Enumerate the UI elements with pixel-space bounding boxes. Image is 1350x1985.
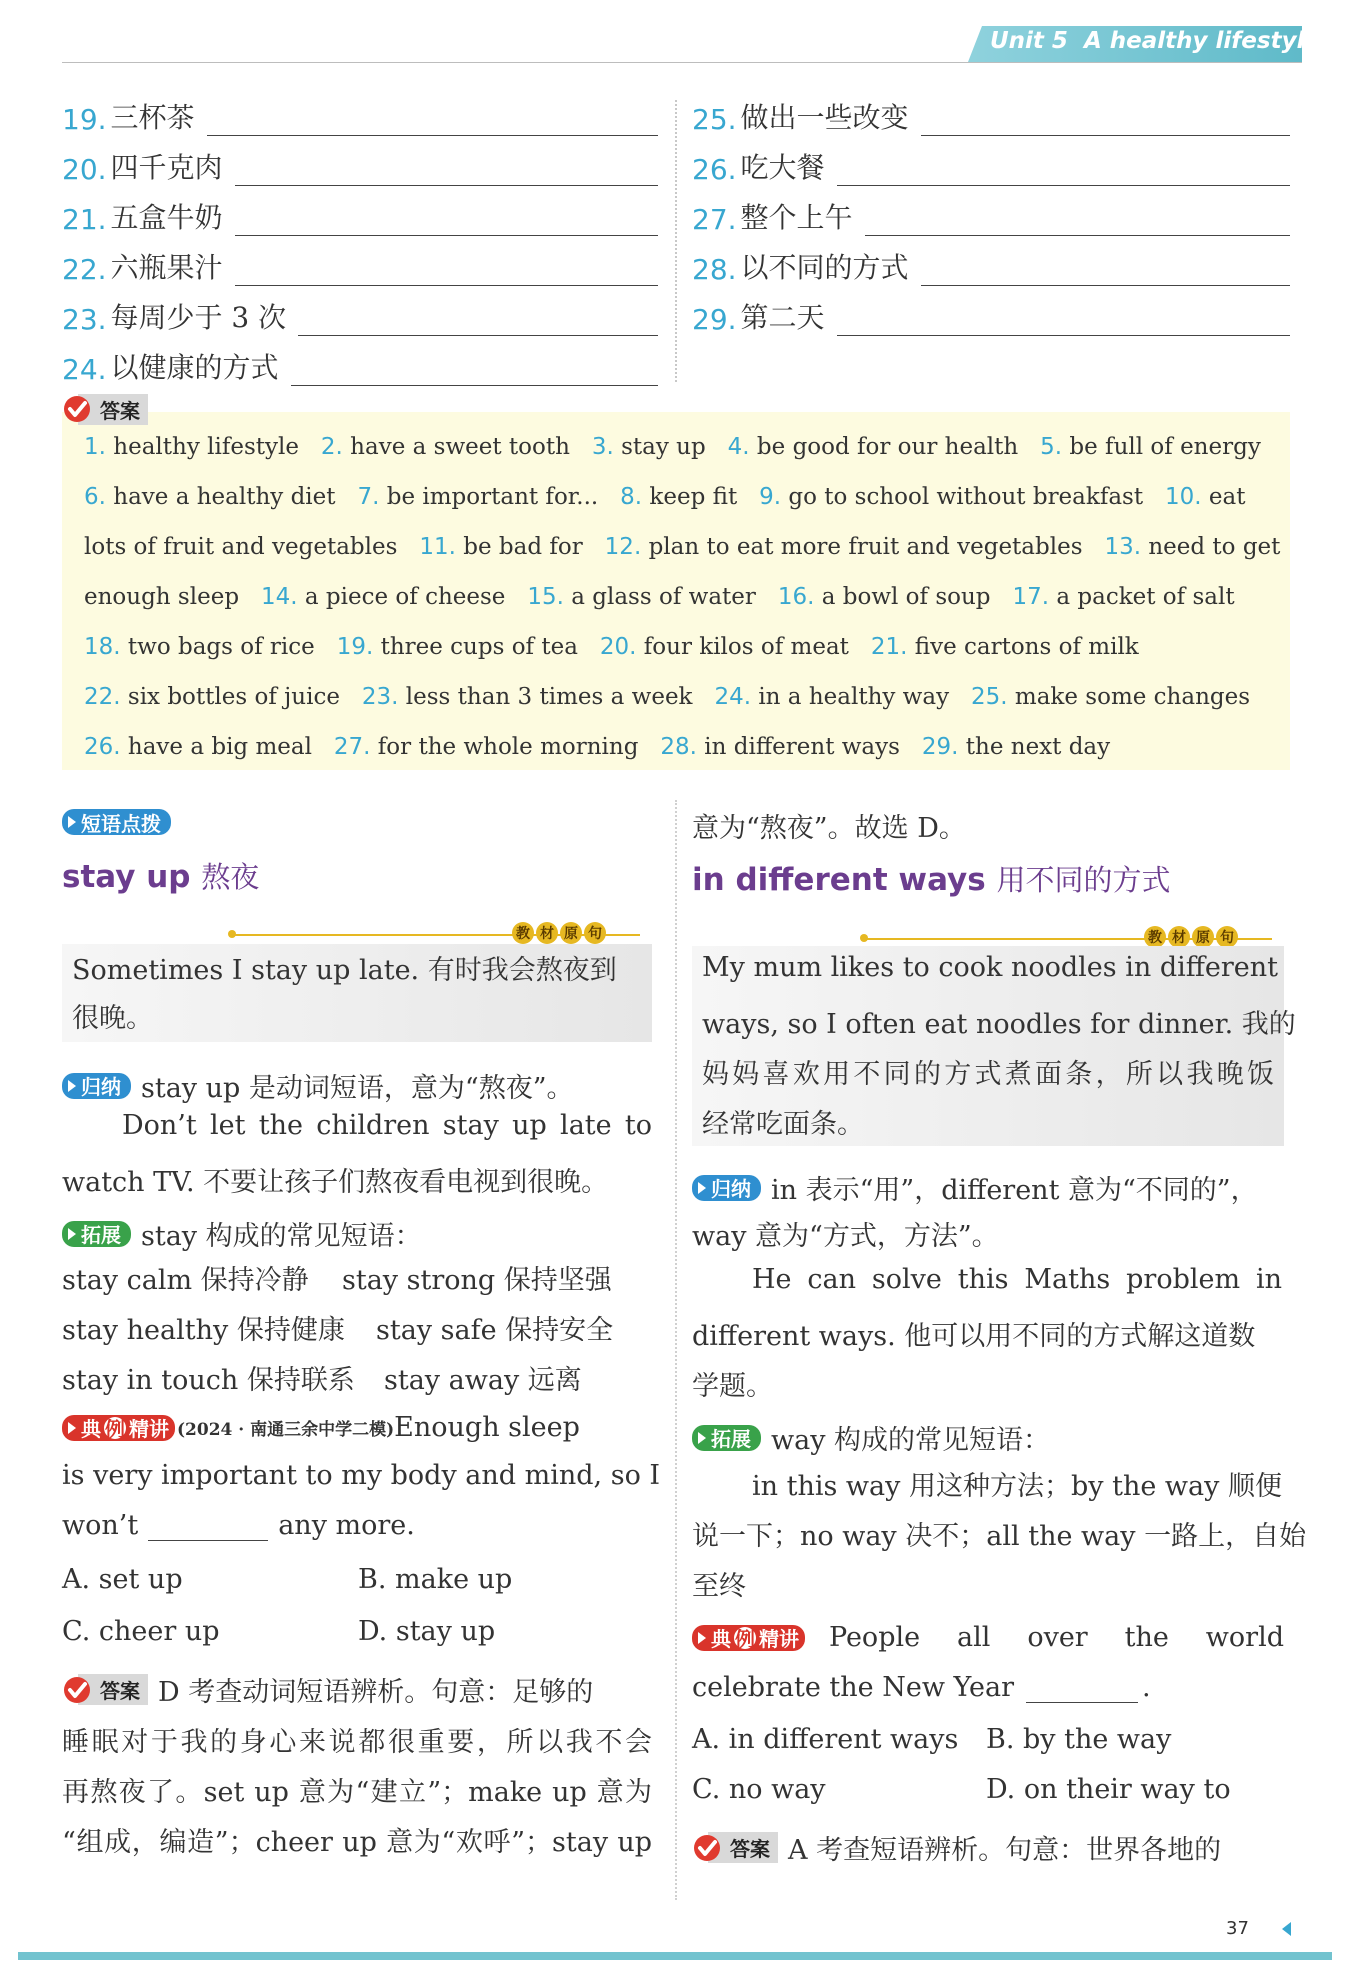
play-icon xyxy=(698,1432,706,1444)
unit-title xyxy=(990,28,1320,54)
exercise-item xyxy=(692,246,1290,286)
page-arrow-icon xyxy=(1282,1922,1291,1936)
check-icon xyxy=(62,394,92,424)
exam-question-blank-line: celebrate the New Year . xyxy=(692,1672,1151,1703)
exercise-prompt: 整个上午 xyxy=(740,201,853,234)
source-dot xyxy=(228,930,236,938)
heading-chinese: 用不同的方式 xyxy=(996,863,1171,897)
option-a[interactable]: A. in different ways xyxy=(692,1724,959,1755)
exercise-item xyxy=(692,296,1290,336)
exercise-prompt: 三杯茶 xyxy=(110,101,195,134)
answer-blank[interactable] xyxy=(235,205,658,236)
exam-question: People all over the world xyxy=(829,1622,1284,1653)
exercise-prompt: 以不同的方式 xyxy=(740,251,909,284)
source-tag: 教 材 原 句 xyxy=(512,922,606,944)
answer-explanation: A 考查短语辨析。句意：世界各地的 xyxy=(788,1835,1222,1866)
option-c[interactable]: C. no way xyxy=(692,1774,826,1805)
phrase-item: in this way 用这种方法；by the way 顺便 xyxy=(752,1471,1282,1502)
answer-blank[interactable] xyxy=(298,305,658,336)
play-icon xyxy=(68,1080,76,1092)
exam-example-row xyxy=(692,1622,1284,1653)
section-heading xyxy=(62,855,259,896)
exercise-item xyxy=(62,346,658,386)
summary-label: 归纳 xyxy=(62,1073,131,1099)
extension-row xyxy=(62,1214,422,1253)
exam-source: (2024 · 南通三余中学二模) xyxy=(177,1420,395,1440)
exam-question: Enough sleep xyxy=(394,1412,580,1443)
phrase-item: stay healthy 保持健康 xyxy=(62,1315,345,1346)
example-sentence: watch TV. 不要让孩子们熬夜看电视到很晚。 xyxy=(62,1167,609,1198)
answer-blank[interactable] xyxy=(235,155,658,186)
answer-line: lots of fruit and vegetables 11. be bad for 12. plan to eat more fruit and vegetables 13. need to get xyxy=(84,534,1281,560)
exercise-number: 27. xyxy=(692,203,737,236)
answer-blank[interactable] xyxy=(865,205,1290,236)
answer-blank[interactable] xyxy=(921,255,1290,286)
summary-row xyxy=(692,1168,1258,1207)
section-heading xyxy=(692,858,1171,899)
answer-line: 18. two bags of rice 19. three cups of tea 20. four kilos of meat 21. five cartons of milk xyxy=(84,634,1139,660)
option-a[interactable]: A. set up xyxy=(62,1564,183,1595)
play-icon xyxy=(68,1228,76,1240)
source-tag: 教 材 原 句 xyxy=(1144,926,1238,948)
exercise-number: 21. xyxy=(62,203,107,236)
exercise-prompt: 每周少于 3 次 xyxy=(110,301,287,334)
unit-name: A healthy lifestyle xyxy=(1083,28,1321,54)
play-icon xyxy=(698,1632,706,1644)
exercise-item xyxy=(62,296,658,336)
exam-answer-row xyxy=(692,1828,1221,1867)
answer-explanation: 睡眠对于我的身心来说都很重要，所以我不会 xyxy=(62,1727,652,1758)
heading-chinese: 熬夜 xyxy=(201,860,260,894)
exercise-item xyxy=(62,246,658,286)
exam-example-label: 典 例 精讲 xyxy=(62,1415,175,1441)
example-sentence: different ways. 他可以用不同的方式解这道数 xyxy=(692,1321,1256,1352)
answer-line: enough sleep 14. a piece of cheese 15. a glass of water 16. a bowl of soup 17. a packet of salt xyxy=(84,584,1235,610)
answer-explanation: D 考查动词短语辨析。句意：足够的 xyxy=(158,1677,594,1708)
unit-number: Unit 5 xyxy=(990,28,1068,54)
answer-blank[interactable] xyxy=(291,355,658,386)
phrase-item: 至终 xyxy=(692,1571,746,1602)
example-sentence: 学题。 xyxy=(692,1371,773,1402)
exercise-number: 19. xyxy=(62,103,107,136)
exercise-item xyxy=(62,196,658,236)
answer-label: 答案 xyxy=(708,1832,778,1863)
source-sentence: 很晚。 xyxy=(72,1003,153,1034)
answer-line: 26. have a big meal 27. for the whole morning 28. in different ways 29. the next day xyxy=(84,734,1111,760)
exercise-item xyxy=(692,146,1290,186)
source-sentence: Sometimes I stay up late. 有时我会熬夜到 xyxy=(72,955,617,986)
source-dot xyxy=(860,934,868,942)
exercise-prompt: 四千克肉 xyxy=(110,151,223,184)
option-b[interactable]: B. by the way xyxy=(986,1724,1172,1755)
exam-example-row xyxy=(62,1412,580,1443)
extension-label: 拓展 xyxy=(692,1425,761,1451)
exercise-number: 23. xyxy=(62,303,107,336)
answer-badge xyxy=(62,395,148,423)
phrase-item: stay calm 保持冷静 xyxy=(62,1265,309,1296)
check-icon xyxy=(692,1833,722,1863)
answer-blank[interactable] xyxy=(235,255,658,286)
summary-text: in 表示“用”，different 意为“不同的”， xyxy=(771,1175,1258,1206)
answer-line: 22. six bottles of juice 23. less than 3 times a week 24. in a healthy way 25. make some changes xyxy=(84,684,1251,710)
exercise-number: 24. xyxy=(62,353,107,386)
exercise-item xyxy=(692,96,1290,136)
play-icon xyxy=(68,816,76,828)
play-icon xyxy=(698,1182,706,1194)
exercise-item xyxy=(692,196,1290,236)
extension-label: 拓展 xyxy=(62,1221,131,1247)
column-divider xyxy=(675,800,677,1900)
exercise-item xyxy=(62,96,658,136)
source-sentence: 妈妈喜欢用不同的方式煮面条，所以我晚饭 xyxy=(702,1059,1274,1090)
exercise-number: 25. xyxy=(692,103,737,136)
exercise-number: 28. xyxy=(692,253,737,286)
option-c[interactable]: C. cheer up xyxy=(62,1616,220,1647)
phrase-item: stay strong 保持坚强 xyxy=(342,1265,612,1296)
exercise-prompt: 第二天 xyxy=(740,301,825,334)
exercise-item xyxy=(62,146,658,186)
option-b[interactable]: B. make up xyxy=(358,1564,513,1595)
source-sentence: 经常吃面条。 xyxy=(702,1109,864,1140)
phrase-tips-label: 短语点拨 xyxy=(62,809,171,835)
source-sentence: ways, so I often eat noodles for dinner. 我的 xyxy=(702,1009,1296,1040)
source-sentence: My mum likes to cook noodles in different xyxy=(702,952,1279,983)
check-icon xyxy=(62,1675,92,1705)
exercise-prompt: 吃大餐 xyxy=(740,151,825,184)
exercise-prompt: 六瓶果汁 xyxy=(110,251,223,284)
answer-blank[interactable] xyxy=(207,105,658,136)
answer-blank[interactable] xyxy=(837,305,1290,336)
phrase-item: stay away 远离 xyxy=(384,1365,582,1396)
summary-label: 归纳 xyxy=(692,1175,761,1201)
extension-text: stay 构成的常见短语： xyxy=(141,1221,422,1252)
exam-answer-row xyxy=(62,1670,593,1709)
answer-blank[interactable] xyxy=(1026,1672,1138,1703)
header-rule xyxy=(62,62,1302,63)
answer-explanation: 再熬夜了。set up 意为“建立”；make up 意为 xyxy=(62,1777,652,1808)
exercise-number: 26. xyxy=(692,153,737,186)
exercise-prompt: 以健康的方式 xyxy=(110,351,279,384)
column-divider xyxy=(675,100,677,382)
summary-text: stay up 是动词短语，意为“熬夜”。 xyxy=(141,1073,574,1104)
phrase-item: stay in touch 保持联系 xyxy=(62,1365,355,1396)
exercise-number: 29. xyxy=(692,303,737,336)
exercise-number: 20. xyxy=(62,153,107,186)
page-number: 37 xyxy=(1226,1918,1249,1939)
answer-explanation: “组成，编造”；cheer up 意为“欢呼”；stay up xyxy=(62,1827,652,1858)
answer-blank[interactable] xyxy=(837,155,1290,186)
answer-blank[interactable] xyxy=(148,1510,268,1541)
summary-text: way 意为“方式，方法”。 xyxy=(692,1221,999,1252)
exercise-number: 22. xyxy=(62,253,107,286)
answer-label: 答案 xyxy=(78,394,148,425)
heading-english: stay up xyxy=(62,859,191,895)
phrase-item: 说一下；no way 决不；all the way 一路上，自始 xyxy=(692,1521,1307,1552)
answer-line: 6. have a healthy diet 7. be important for... 8. keep fit 9. go to school without breakfast 10. eat xyxy=(84,484,1246,510)
answer-blank[interactable] xyxy=(921,105,1290,136)
exam-example-label: 典 例 精讲 xyxy=(692,1625,805,1651)
summary-row xyxy=(62,1066,574,1105)
answer-label: 答案 xyxy=(78,1674,148,1705)
example-sentence: Don’t let the children stay up late to xyxy=(122,1110,652,1141)
exam-question: is very important to my body and mind, so I xyxy=(62,1460,661,1491)
play-icon xyxy=(68,1422,76,1434)
example-sentence: He can solve this Maths problem in xyxy=(752,1264,1282,1295)
footer-bar xyxy=(18,1952,1332,1960)
extension-text: way 构成的常见短语： xyxy=(771,1425,1051,1456)
continued-explanation: 意为“熬夜”。故选 D。 xyxy=(692,813,966,844)
option-d[interactable]: D. stay up xyxy=(358,1616,496,1647)
exercise-prompt: 做出一些改变 xyxy=(740,101,909,134)
phrase-item: stay safe 保持安全 xyxy=(376,1315,614,1346)
exam-question-blank-line: won’t any more. xyxy=(62,1510,415,1541)
exercise-prompt: 五盒牛奶 xyxy=(110,201,223,234)
option-d[interactable]: D. on their way to xyxy=(986,1774,1231,1805)
extension-row xyxy=(692,1418,1050,1457)
heading-english: in different ways xyxy=(692,862,986,898)
answer-line: 1. healthy lifestyle 2. have a sweet tooth 3. stay up 4. be good for our health 5. be full of energy xyxy=(84,434,1261,460)
